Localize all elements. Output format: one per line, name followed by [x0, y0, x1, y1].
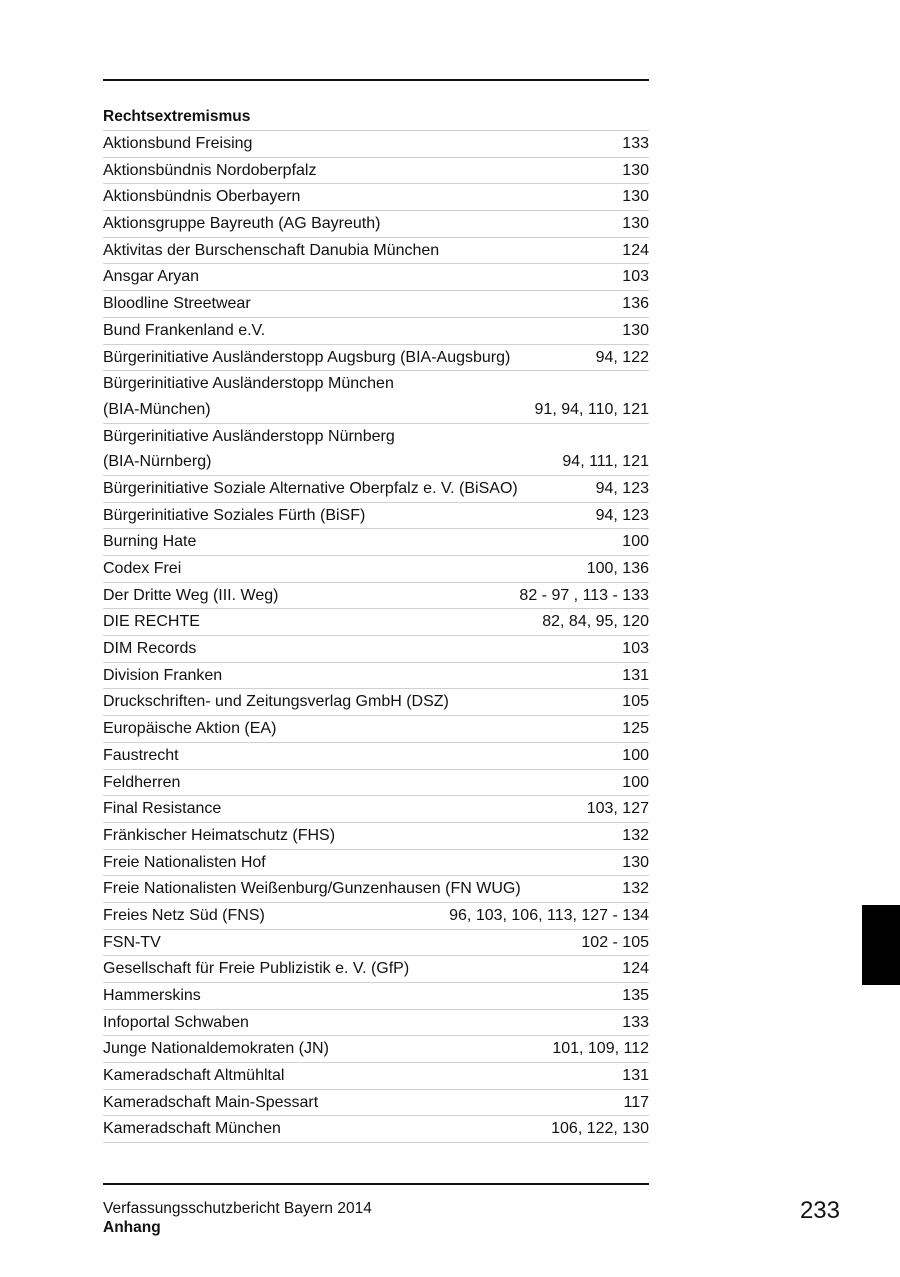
index-entry-line [103, 556, 649, 582]
index-entry [103, 716, 649, 743]
entry-name: Fränkischer Heimatschutz (FHS) [103, 826, 336, 844]
index-entry-line [103, 796, 649, 822]
index-entry-line [103, 1116, 649, 1142]
index-entry [103, 823, 649, 850]
index-entry [103, 503, 649, 530]
index-entry [103, 291, 649, 318]
entry-name: Final Resistance [103, 800, 222, 818]
entry-page-numbers: 82, 84, 95, 120 [542, 613, 649, 631]
index-entry [103, 1036, 649, 1063]
index-entry-line [103, 1036, 649, 1062]
entry-name: Gesellschaft für Freie Publizistik e. V. (GfP) [103, 960, 410, 978]
index-entry [103, 371, 649, 423]
entry-name: Bürgerinitiative Ausländerstopp Nürnberg [103, 427, 395, 445]
entry-page-numbers: 124 [622, 960, 649, 978]
entry-page-numbers: 82 - 97 , 113 - 133 [519, 586, 649, 604]
entry-page-numbers: 102 - 105 [581, 933, 649, 951]
entry-page-numbers: 91, 94, 110, 121 [534, 400, 649, 418]
entry-page-numbers: 124 [622, 241, 649, 259]
index-entry-line [103, 583, 649, 609]
index-section [103, 104, 649, 1143]
entry-page-numbers: 105 [622, 693, 649, 711]
index-entry-line [103, 131, 649, 157]
index-entry [103, 1063, 649, 1090]
entry-name: Aktivitas der Burschenschaft Danubia München [103, 241, 440, 259]
index-entry-list [103, 131, 649, 1143]
index-entry-line [103, 264, 649, 290]
entry-page-numbers: 94, 111, 121 [562, 453, 649, 471]
index-entry [103, 264, 649, 291]
entry-page-numbers: 130 [622, 321, 649, 339]
entry-name: Aktionsbündnis Nordoberpfalz [103, 161, 317, 179]
entry-page-numbers: 136 [622, 295, 649, 313]
index-entry-line [103, 397, 649, 423]
index-entry-line [103, 636, 649, 662]
entry-page-numbers: 101, 109, 112 [552, 1040, 649, 1058]
index-entry-line [103, 930, 649, 956]
entry-page-numbers: 135 [622, 987, 649, 1004]
entry-name: Der Dritte Weg (III. Weg) [103, 586, 279, 604]
index-entry [103, 689, 649, 716]
entry-page-numbers: 103 [622, 640, 649, 658]
index-entry [103, 556, 649, 583]
entry-page-numbers: 130 [622, 161, 649, 179]
entry-page-numbers: 131 [622, 666, 649, 684]
index-entry-line [103, 609, 649, 635]
index-entry [103, 850, 649, 877]
index-entry-line [103, 449, 649, 475]
index-entry-line [103, 211, 649, 237]
index-entry [103, 345, 649, 372]
entry-name: Kameradschaft München [103, 1120, 281, 1138]
index-entry [103, 476, 649, 503]
index-entry [103, 983, 649, 1010]
index-entry-line [103, 1010, 649, 1036]
entry-name: Bloodline Streetwear [103, 295, 251, 313]
entry-name: Freie Nationalisten Weißenburg/Gunzenhausen (FN WUG) [103, 880, 521, 898]
index-entry-line [103, 345, 649, 371]
entry-page-numbers: 94, 123 [595, 479, 649, 497]
entry-name: Burning Hate [103, 533, 197, 551]
entry-page-numbers: 133 [622, 1013, 649, 1031]
entry-name: Bürgerinitiative Ausländerstopp Augsburg (BIA-Augsburg) [103, 348, 511, 366]
index-entry-line [103, 663, 649, 689]
index-entry [103, 743, 649, 770]
chapter-thumb-tab [862, 905, 900, 985]
index-entry-line [103, 770, 649, 796]
entry-name: FSN-TV [103, 933, 161, 951]
entry-name: (BIA-Nürnberg) [103, 453, 212, 471]
entry-page-numbers: 100 [622, 773, 649, 791]
index-entry-line [103, 158, 649, 184]
index-entry [103, 158, 649, 185]
index-entry-line [103, 983, 649, 1009]
entry-name: Freie Nationalisten Hof [103, 853, 266, 871]
entry-name: Bund Frankenland e.V. [103, 321, 266, 339]
entry-name: Kameradschaft Altmühltal [103, 1067, 285, 1085]
index-entry-line [103, 823, 649, 849]
entry-page-numbers: 132 [622, 826, 649, 844]
entry-name: Druckschriften- und Zeitungsverlag GmbH (DSZ) [103, 693, 449, 711]
index-entry-line [103, 371, 649, 397]
index-entry [103, 238, 649, 265]
entry-name: Codex Frei [103, 560, 182, 577]
entry-page-numbers: 100 [622, 746, 649, 764]
bottom-rule [103, 1183, 649, 1185]
index-entry [103, 211, 649, 238]
index-entry-line [103, 476, 649, 502]
index-entry [103, 318, 649, 345]
index-entry-line [103, 291, 649, 317]
entry-page-numbers: 125 [622, 720, 649, 738]
entry-name: Freies Netz Süd (FNS) [103, 906, 265, 924]
entry-name: Kameradschaft Main-Spessart [103, 1093, 319, 1111]
entry-page-numbers: 131 [622, 1067, 649, 1085]
index-entry [103, 876, 649, 903]
entry-name: Faustrecht [103, 746, 179, 764]
index-entry-line [103, 238, 649, 264]
entry-name: Bürgerinitiative Soziale Alternative Oberpfalz e. V. (BiSAO) [103, 479, 518, 497]
entry-name: DIM Records [103, 640, 197, 658]
entry-page-numbers: 96, 103, 106, 113, 127 - 134 [449, 906, 649, 924]
index-entry-line [103, 1090, 649, 1116]
footer-report-title: Verfassungsschutzbericht Bayern 2014 [103, 1200, 372, 1217]
entry-page-numbers: 103, 127 [586, 800, 649, 818]
index-entry [103, 903, 649, 930]
entry-page-numbers: 130 [622, 215, 649, 233]
entry-page-numbers: 94, 122 [595, 348, 649, 366]
index-entry [103, 956, 649, 983]
index-entry-line [103, 689, 649, 715]
index-entry [103, 663, 649, 690]
entry-page-numbers: 100 [622, 533, 649, 551]
index-entry [103, 1010, 649, 1037]
index-entry-line [103, 876, 649, 902]
entry-name: Aktionsbündnis Oberbayern [103, 188, 301, 206]
index-entry [103, 930, 649, 957]
index-entry-line [103, 743, 649, 769]
index-entry [103, 184, 649, 211]
index-entry-line [103, 1063, 649, 1089]
index-entry [103, 609, 649, 636]
entry-name: Infoportal Schwaben [103, 1013, 249, 1031]
index-entry [103, 529, 649, 556]
index-entry-line [103, 903, 649, 929]
top-rule [103, 79, 649, 81]
section-heading: Rechtsextremismus [103, 104, 649, 131]
index-entry-line [103, 850, 649, 876]
index-entry [103, 583, 649, 610]
footer-section-name: Anhang [103, 1219, 161, 1236]
entry-name: Hammerskins [103, 987, 201, 1004]
index-entry [103, 131, 649, 158]
index-entry-line [103, 529, 649, 555]
entry-page-numbers: 130 [622, 188, 649, 206]
entry-name: (BIA-München) [103, 400, 211, 418]
entry-page-numbers: 117 [623, 1093, 649, 1111]
index-entry [103, 1090, 649, 1117]
entry-page-numbers: 103 [622, 268, 649, 286]
index-entry-line [103, 318, 649, 344]
index-entry-line [103, 424, 649, 450]
entry-name: Bürgerinitiative Ausländerstopp München [103, 375, 394, 393]
index-entry-line [103, 956, 649, 982]
index-entry [103, 770, 649, 797]
index-entry [103, 796, 649, 823]
index-entry [103, 636, 649, 663]
entry-page-numbers: 130 [622, 853, 649, 871]
entry-name: Europäische Aktion (EA) [103, 720, 277, 738]
entry-name: Division Franken [103, 666, 223, 684]
index-entry-line [103, 184, 649, 210]
entry-name: Junge Nationaldemokraten (JN) [103, 1040, 329, 1058]
entry-page-numbers: 100, 136 [586, 560, 649, 577]
entry-page-numbers: 132 [622, 880, 649, 898]
entry-page-numbers: 94, 123 [595, 506, 649, 524]
entry-page-numbers: 133 [622, 135, 649, 152]
entry-name: Ansgar Aryan [103, 268, 200, 286]
entry-name: Feldherren [103, 773, 181, 791]
entry-page-numbers: 106, 122, 130 [551, 1120, 649, 1138]
index-entry-line [103, 503, 649, 529]
index-entry [103, 424, 649, 476]
index-entry [103, 1116, 649, 1143]
entry-name: Aktionsgruppe Bayreuth (AG Bayreuth) [103, 215, 381, 233]
index-entry-line [103, 716, 649, 742]
entry-name: DIE RECHTE [103, 613, 200, 631]
entry-name: Aktionsbund Freising [103, 135, 253, 152]
page-number: 233 [799, 1197, 840, 1224]
entry-name: Bürgerinitiative Soziales Fürth (BiSF) [103, 506, 366, 524]
